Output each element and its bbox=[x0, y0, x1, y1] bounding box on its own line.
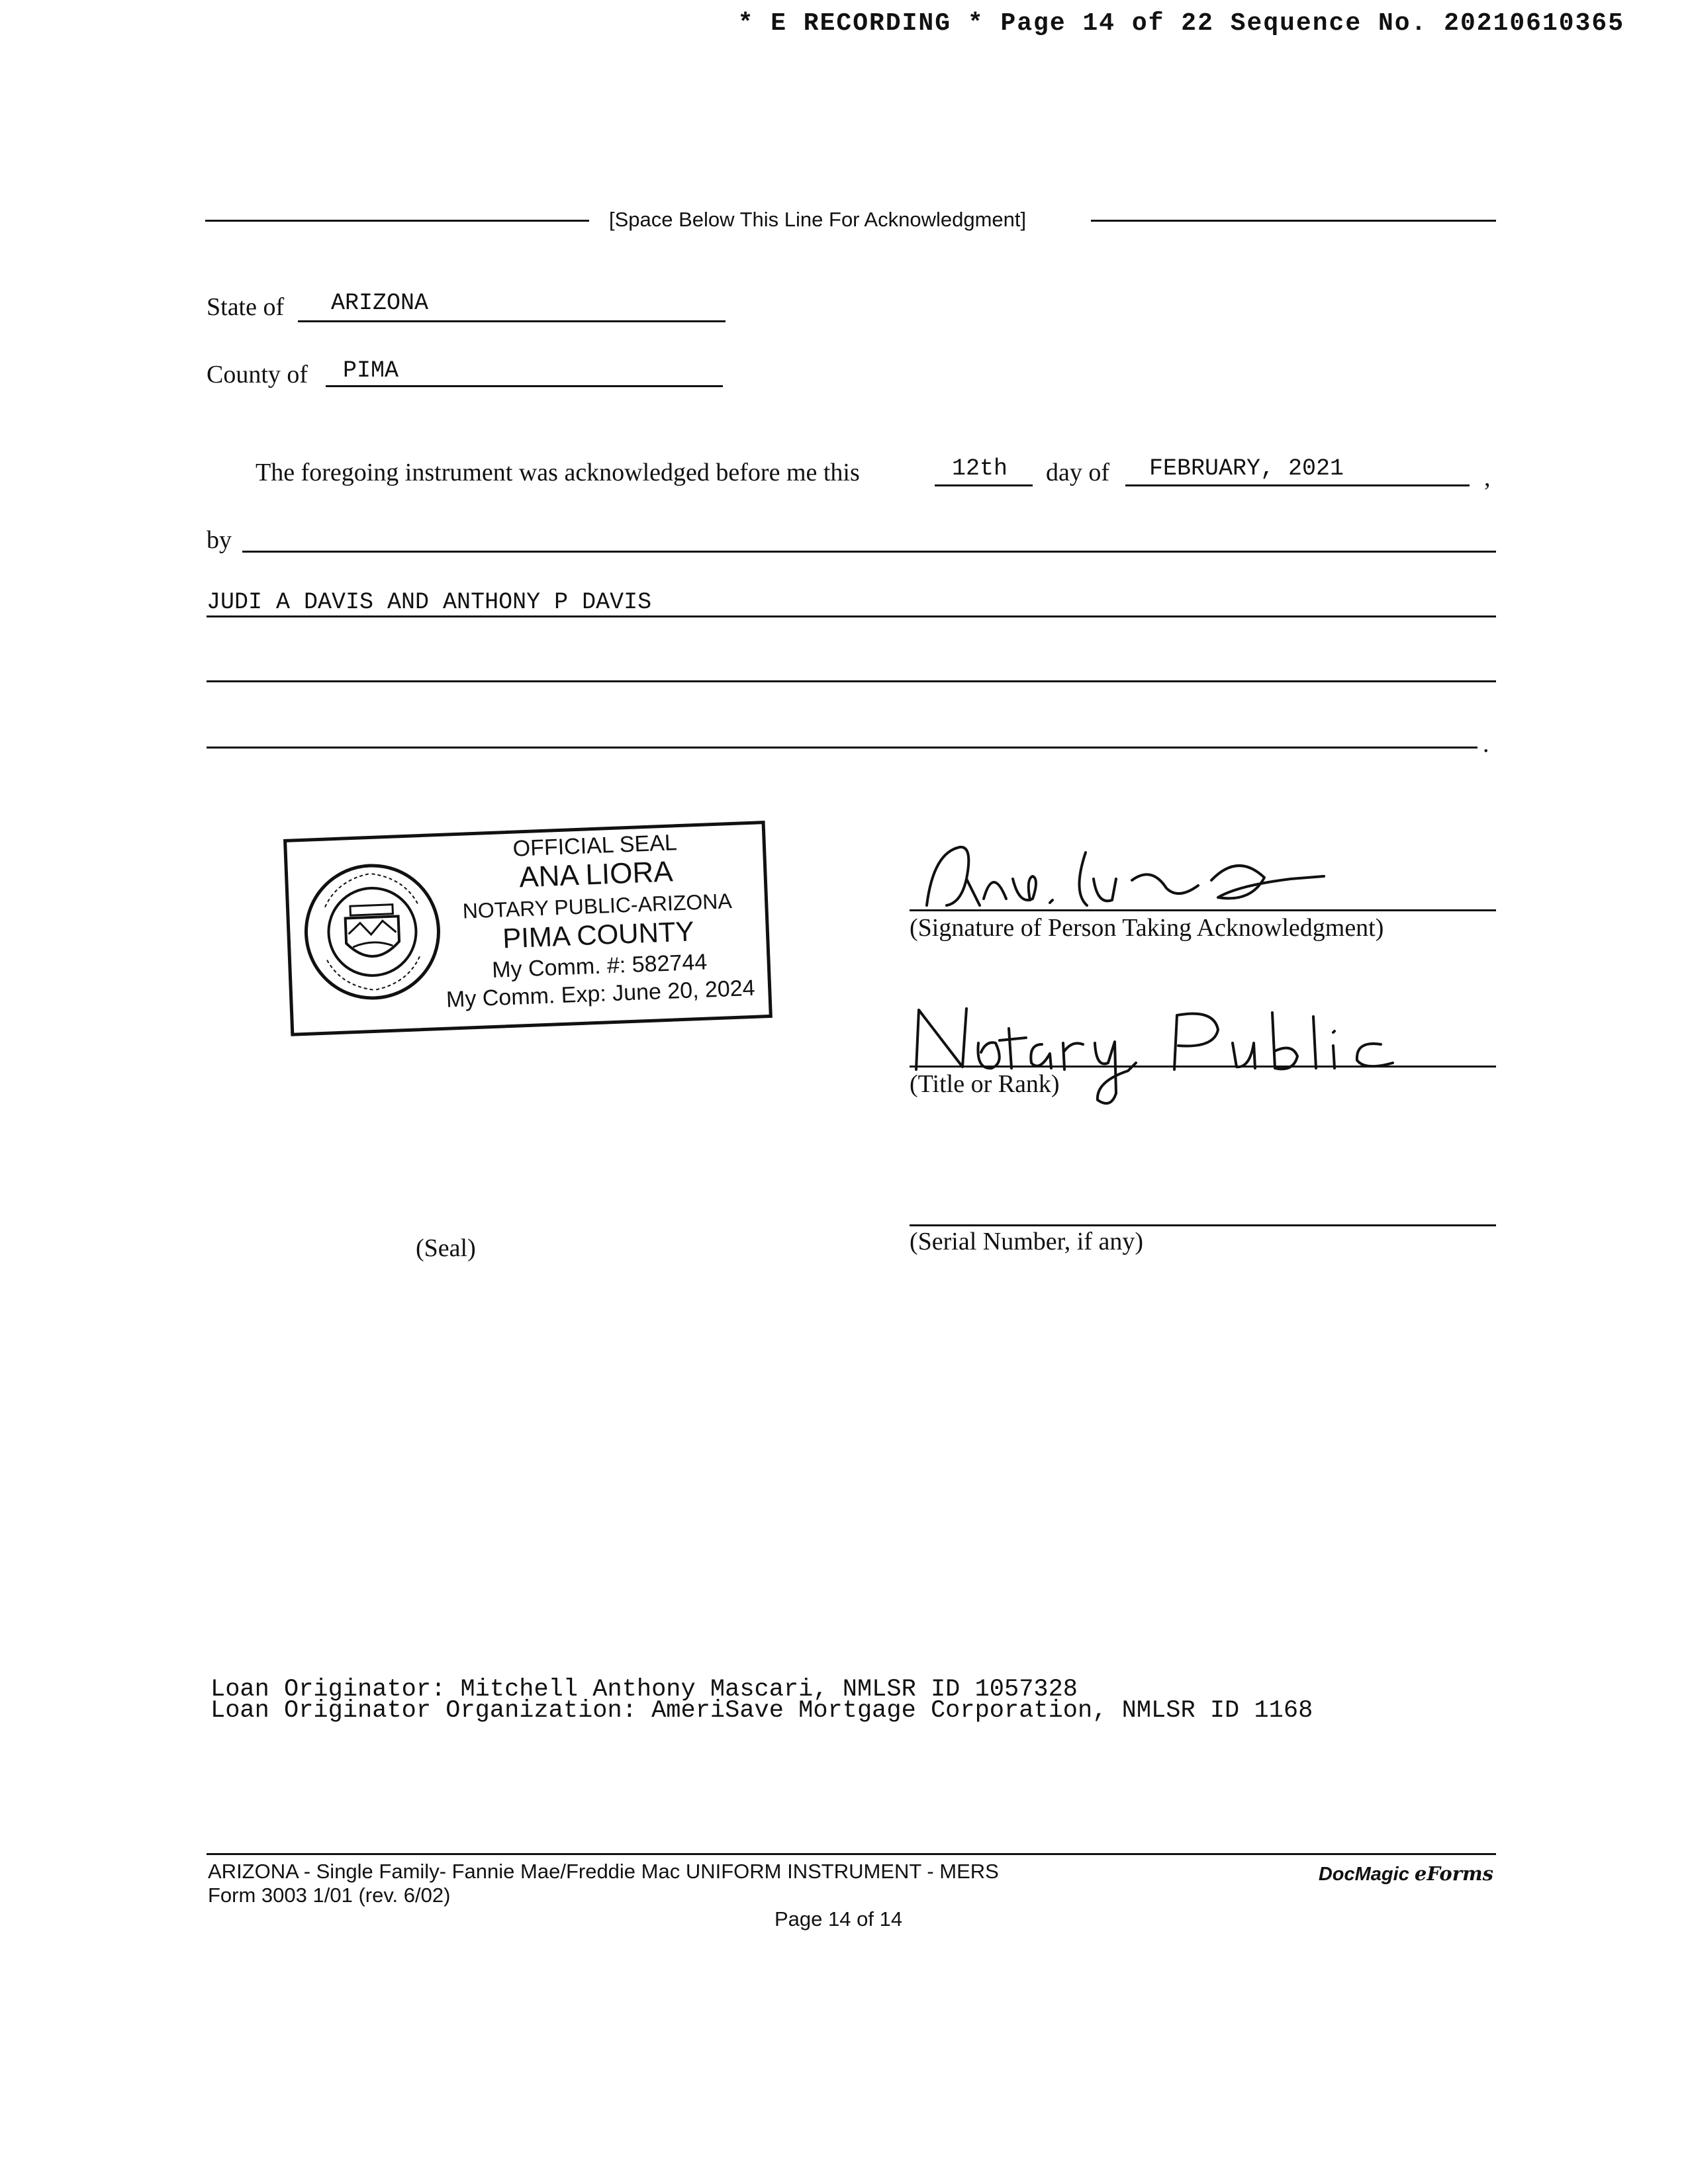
title-caption: (Title or Rank) bbox=[910, 1070, 1060, 1098]
docmagic-logo bbox=[1319, 1862, 1493, 1886]
loan-originator: Loan Originator: Mitchell Anthony Mascari, NMLSR ID 1057328 bbox=[211, 1676, 1078, 1704]
state-underline bbox=[298, 320, 726, 322]
county-underline bbox=[326, 385, 723, 387]
seal-line-notary: NOTARY PUBLIC-ARIZONA bbox=[462, 889, 733, 923]
seal-caption: (Seal) bbox=[416, 1234, 476, 1262]
serial-underline bbox=[910, 1224, 1496, 1226]
month-year-underline bbox=[1125, 484, 1470, 486]
state-seal-emblem bbox=[297, 856, 447, 1007]
day-of-text: day of bbox=[1046, 459, 1110, 486]
seal-line-comm-exp: My Comm. Exp: June 20, 2024 bbox=[445, 975, 756, 1013]
ack-rule-left bbox=[205, 220, 589, 222]
state-value: ARIZONA bbox=[331, 290, 429, 316]
seal-line-official: OFFICIAL SEAL bbox=[512, 830, 678, 862]
blank-line-2 bbox=[207, 747, 1477, 749]
recording-header: * E RECORDING * Page 14 of 22 Sequence No. 20210610365 bbox=[737, 9, 1624, 38]
signature-underline bbox=[910, 909, 1496, 911]
trailing-comma: , bbox=[1484, 464, 1491, 492]
serial-caption: (Serial Number, if any) bbox=[910, 1228, 1144, 1255]
acknowledgment-heading: [Space Below This Line For Acknowledgment] bbox=[609, 208, 1027, 231]
footer-page-number: Page 14 of 14 bbox=[774, 1907, 903, 1931]
notary-seal-stamp bbox=[283, 821, 773, 1036]
county-value: PIMA bbox=[343, 357, 399, 384]
ack-rule-right bbox=[1091, 220, 1496, 222]
names-underline bbox=[207, 615, 1496, 617]
seal-line-comm-number: My Comm. #: 582744 bbox=[491, 949, 708, 983]
loan-originator-organization: Loan Originator Organization: AmeriSave Mortgage Corporation, NMLSR ID 1168 bbox=[211, 1697, 1313, 1725]
seal-line-county: PIMA COUNTY bbox=[502, 915, 695, 954]
footer-form-title: ARIZONA - Single Family- Fannie Mae/Freddie Mac UNIFORM INSTRUMENT - MERS bbox=[208, 1860, 999, 1883]
signature-caption: (Signature of Person Taking Acknowledgment) bbox=[910, 914, 1384, 942]
footer-rule bbox=[207, 1853, 1496, 1855]
footer-form-number: Form 3003 1/01 (rev. 6/02) bbox=[208, 1884, 451, 1907]
blank-line-1 bbox=[207, 680, 1496, 682]
county-label: County of bbox=[207, 361, 308, 388]
docmagic-brand: DocMagic bbox=[1318, 1864, 1409, 1885]
title-underline bbox=[910, 1066, 1496, 1068]
day-underline bbox=[935, 484, 1033, 486]
by-underline bbox=[242, 551, 1496, 553]
eforms-brand: eForms bbox=[1414, 1862, 1493, 1885]
by-names: JUDI A DAVIS AND ANTHONY P DAVIS bbox=[207, 589, 652, 615]
month-year-value: FEBRUARY, 2021 bbox=[1149, 455, 1344, 482]
handwritten-signature bbox=[920, 839, 1331, 919]
seal-line-name: ANA LIORA bbox=[518, 855, 674, 894]
trailing-period: . bbox=[1483, 730, 1489, 758]
by-label: by bbox=[207, 526, 232, 554]
state-label: State of bbox=[207, 293, 285, 321]
foregoing-text: The foregoing instrument was acknowledged before me this bbox=[256, 459, 860, 486]
day-value: 12th bbox=[952, 455, 1008, 482]
